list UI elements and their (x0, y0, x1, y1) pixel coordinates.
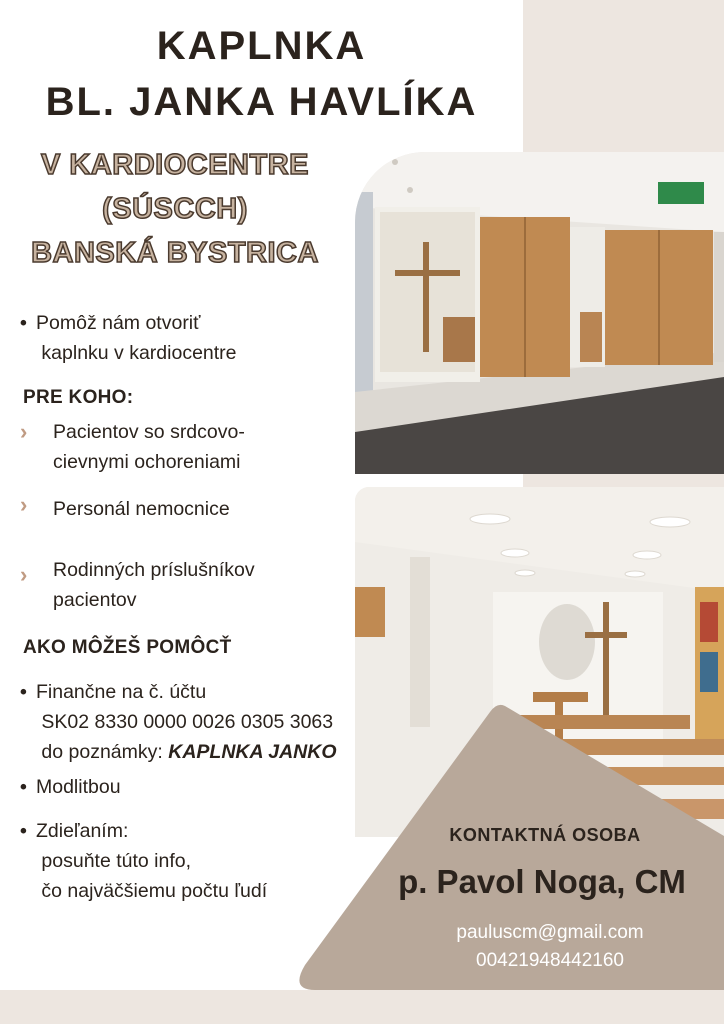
subtitle-line-1: V KARDIOCENTRE (40, 149, 309, 181)
for-whom-item: Personál nemocnice (53, 498, 230, 520)
bullet-icon: • (20, 681, 27, 703)
contact-name: p. Pavol Noga, CM (398, 863, 686, 900)
payment-note: KAPLNKA JANKO (168, 741, 337, 763)
for-whom-item: Rodinných príslušníkov pacientov (53, 559, 255, 611)
chevron-right-icon: › (20, 492, 28, 517)
contact-email[interactable]: pauluscm@gmail.com (456, 922, 644, 943)
bullet-icon: • (20, 776, 27, 798)
for-whom-item: Pacientov so srdcovo- cievnymi ochoreniami (53, 421, 245, 473)
share-text: Zdieľaním: posuňte túto info, čo najväčšiemu počtu ľudí (36, 820, 268, 902)
payment-note-label: do poznámky: (36, 741, 169, 763)
chevron-right-icon: › (20, 562, 28, 587)
subtitle-line-2: (SÚSCCH) (102, 193, 248, 225)
bullet-icon: • (20, 820, 27, 842)
contact-phone[interactable]: 00421948442160 (476, 950, 624, 971)
title-line-1: KAPLNKA (156, 24, 367, 68)
bullet-icon: • (20, 312, 27, 334)
subtitle-line-3: BANSKÁ BYSTRICA (31, 237, 319, 269)
bank-account-number: SK02 8330 0000 0026 0305 3063 (36, 711, 334, 733)
finance-line-1: Finančne na č. účtu (36, 681, 207, 703)
chevron-right-icon: › (20, 419, 28, 444)
intro-text: Pomôž nám otvoriť kaplnku v kardiocentre (36, 312, 237, 364)
for-whom-heading: PRE KOHO: (23, 387, 134, 408)
how-to-help-heading: AKO MÔŽEŠ POMÔCŤ (23, 637, 232, 658)
contact-label: KONTAKTNÁ OSOBA (449, 825, 641, 845)
prayer-text: Modlitbou (36, 776, 121, 798)
title-line-2: BL. JANKA HAVLÍKA (45, 80, 478, 124)
